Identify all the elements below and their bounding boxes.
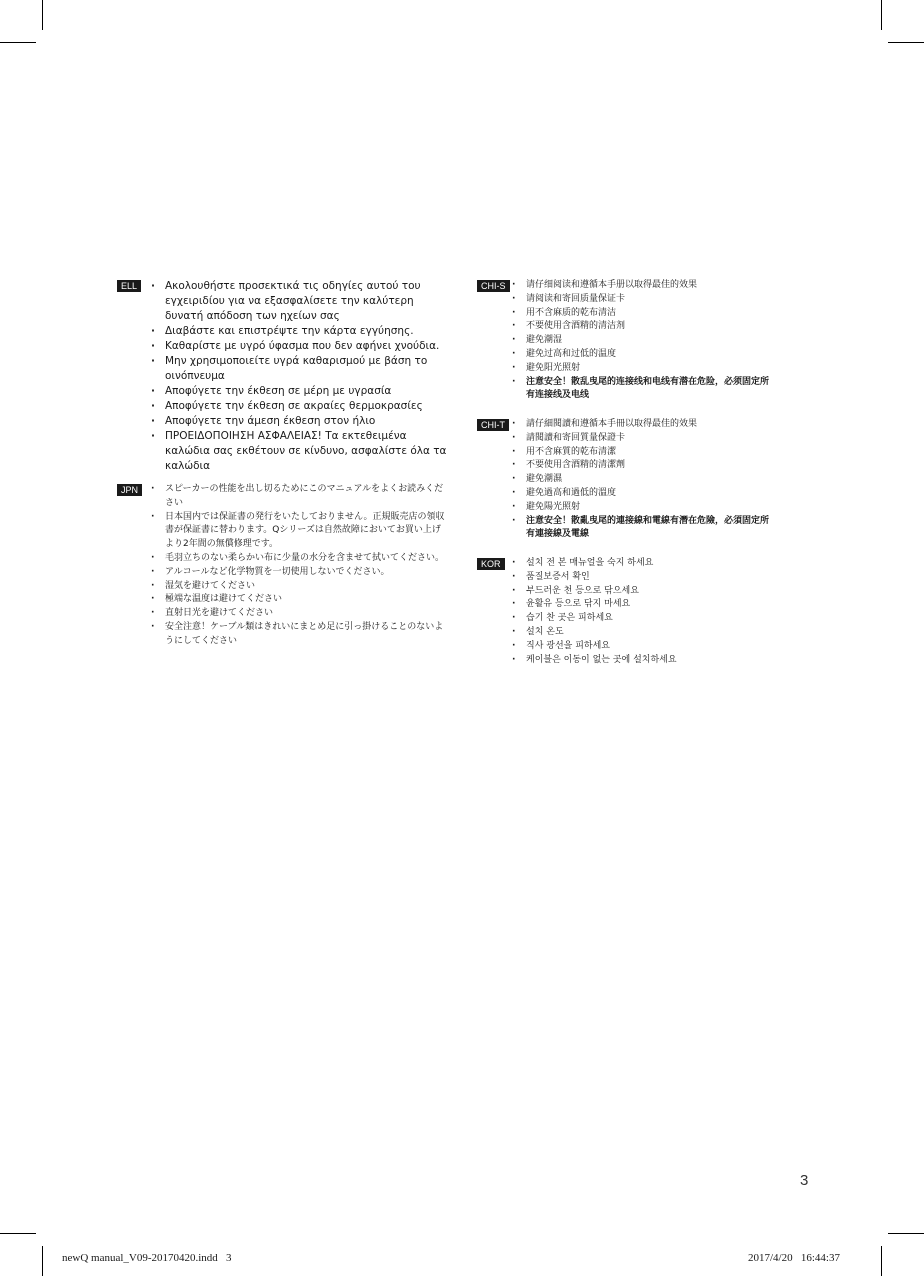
list-item: · 請仔細閱讀和遵循本手冊以取得最佳的效果: [512, 418, 772, 432]
list-item: · 湿気を避けてください: [151, 580, 447, 594]
crop-mark: [888, 42, 924, 43]
instruction-list: [512, 279, 772, 403]
language-tag-chi-t: CHI-T: [477, 419, 509, 431]
list-item: · 부드러운 천 등으로 닦으세요: [512, 585, 772, 599]
list-item: · Διαβάστε και επιστρέψτε την κάρτα εγγύησης.: [151, 324, 447, 339]
crop-mark: [0, 1233, 36, 1234]
language-tag-ell: ELL: [117, 280, 141, 292]
list-item: · 설치 전 본 매뉴얼을 숙지 하세요: [512, 557, 772, 571]
list-item: · 用不含麻質的乾布清潔: [512, 446, 772, 460]
list-item: · 安全注意！ケーブル類はきれいにまとめ足に引っ掛けることのないようにしてください: [151, 621, 447, 649]
list-item: · 避免陽光照射: [512, 501, 772, 515]
list-item: · 避免过高和过低的温度: [512, 348, 772, 362]
crop-mark: [881, 0, 882, 30]
list-item: · 不要使用含酒精的清潔劑: [512, 459, 772, 473]
list-item: · 請閱讀和寄回質量保證卡: [512, 432, 772, 446]
list-item: · 避免過高和過低的溫度: [512, 487, 772, 501]
list-item: · 注意安全！散亂曳尾的連接線和電線有潛在危險，必須固定所有連接線及電線: [512, 515, 772, 543]
list-item: · 毛羽立ちのない柔らかい布に少量の水分を含ませて拭いてください。: [151, 552, 447, 566]
crop-mark: [42, 1246, 43, 1276]
list-item: · Αποφύγετε την έκθεση σε ακραίες θερμοκρασίες: [151, 399, 447, 414]
list-item: · 注意安全！散乱曳尾的连接线和电线有潜在危险，必须固定所有连接线及电线: [512, 376, 772, 404]
list-item: · 直射日光を避けてください: [151, 607, 447, 621]
list-item: · 避免阳光照射: [512, 362, 772, 376]
list-item: · 请仔细阅读和遵循本手册以取得最佳的效果: [512, 279, 772, 293]
list-item: · スピーカーの性能を出し切るためにこのマニュアルをよくお読みください: [151, 483, 447, 511]
instruction-list: [512, 557, 772, 667]
list-item: · 请阅读和寄回质量保证卡: [512, 293, 772, 307]
list-item: · 日本国内では保証書の発行をいたしておりません。正規販売店の領収書が保証書に替わります。Qシリーズは自然故障においてお買い上げより2年間の無償修理です。: [151, 511, 447, 552]
list-item: · 不要使用含酒精的清洁剂: [512, 320, 772, 334]
list-item: · 품질보증서 확인: [512, 571, 772, 585]
list-item: · 極端な温度は避けてください: [151, 593, 447, 607]
language-tag-chi-s: CHI-S: [477, 280, 510, 292]
list-item: · アルコールなど化学物質を一切使用しないでください。: [151, 566, 447, 580]
instruction-list: [151, 483, 447, 649]
list-item: · 직사 광선을 피하세요: [512, 640, 772, 654]
list-item: · 윤활유 등으로 닦지 마세요: [512, 598, 772, 612]
list-item: · 설치 온도: [512, 626, 772, 640]
instruction-list: [151, 279, 447, 474]
instruction-list: [512, 418, 772, 542]
list-item: · 습기 찬 곳은 피하세요: [512, 612, 772, 626]
slug-file-name: newQ manual_V09-20170420.indd 3: [62, 1252, 232, 1264]
crop-mark: [881, 1246, 882, 1276]
crop-mark: [42, 0, 43, 30]
list-item: · 避免潮湿: [512, 334, 772, 348]
language-tag-jpn: JPN: [117, 484, 142, 496]
list-item: · 케이블은 이동이 없는 곳에 설치하세요: [512, 654, 772, 668]
language-tag-kor: KOR: [477, 558, 505, 570]
list-item: · Αποφύγετε την έκθεση σε μέρη με υγρασία: [151, 384, 447, 399]
list-item: · Αποφύγετε την άμεση έκθεση στον ήλιο: [151, 414, 447, 429]
list-item: · Ακολουθήστε προσεκτικά τις οδηγίες αυτού του εγχειριδίου για να εξασφαλίσετε την καλύτερη δυνατή απόδοση των ηχείων σας: [151, 279, 447, 324]
list-item: · 用不含麻质的乾布清洁: [512, 307, 772, 321]
crop-mark: [0, 42, 36, 43]
list-item: · ΠΡΟΕΙΔΟΠΟΙΗΣΗ ΑΣΦΑΛΕΙΑΣ! Τα εκτεθειμένα καλώδια σας εκθέτουν σε κίνδυνο, ασφαλίστε όλα τα καλώδια: [151, 429, 447, 474]
list-item: · 避免潮濕: [512, 473, 772, 487]
crop-mark: [888, 1233, 924, 1234]
list-item: · Καθαρίστε με υγρό ύφασμα που δεν αφήνει χνούδια.: [151, 339, 447, 354]
slug-timestamp: 2017/4/20 16:44:37: [748, 1252, 840, 1264]
page-number: 3: [800, 1172, 809, 1189]
list-item: · Μην χρησιμοποιείτε υγρά καθαρισμού με βάση το οινόπνευμα: [151, 354, 447, 384]
